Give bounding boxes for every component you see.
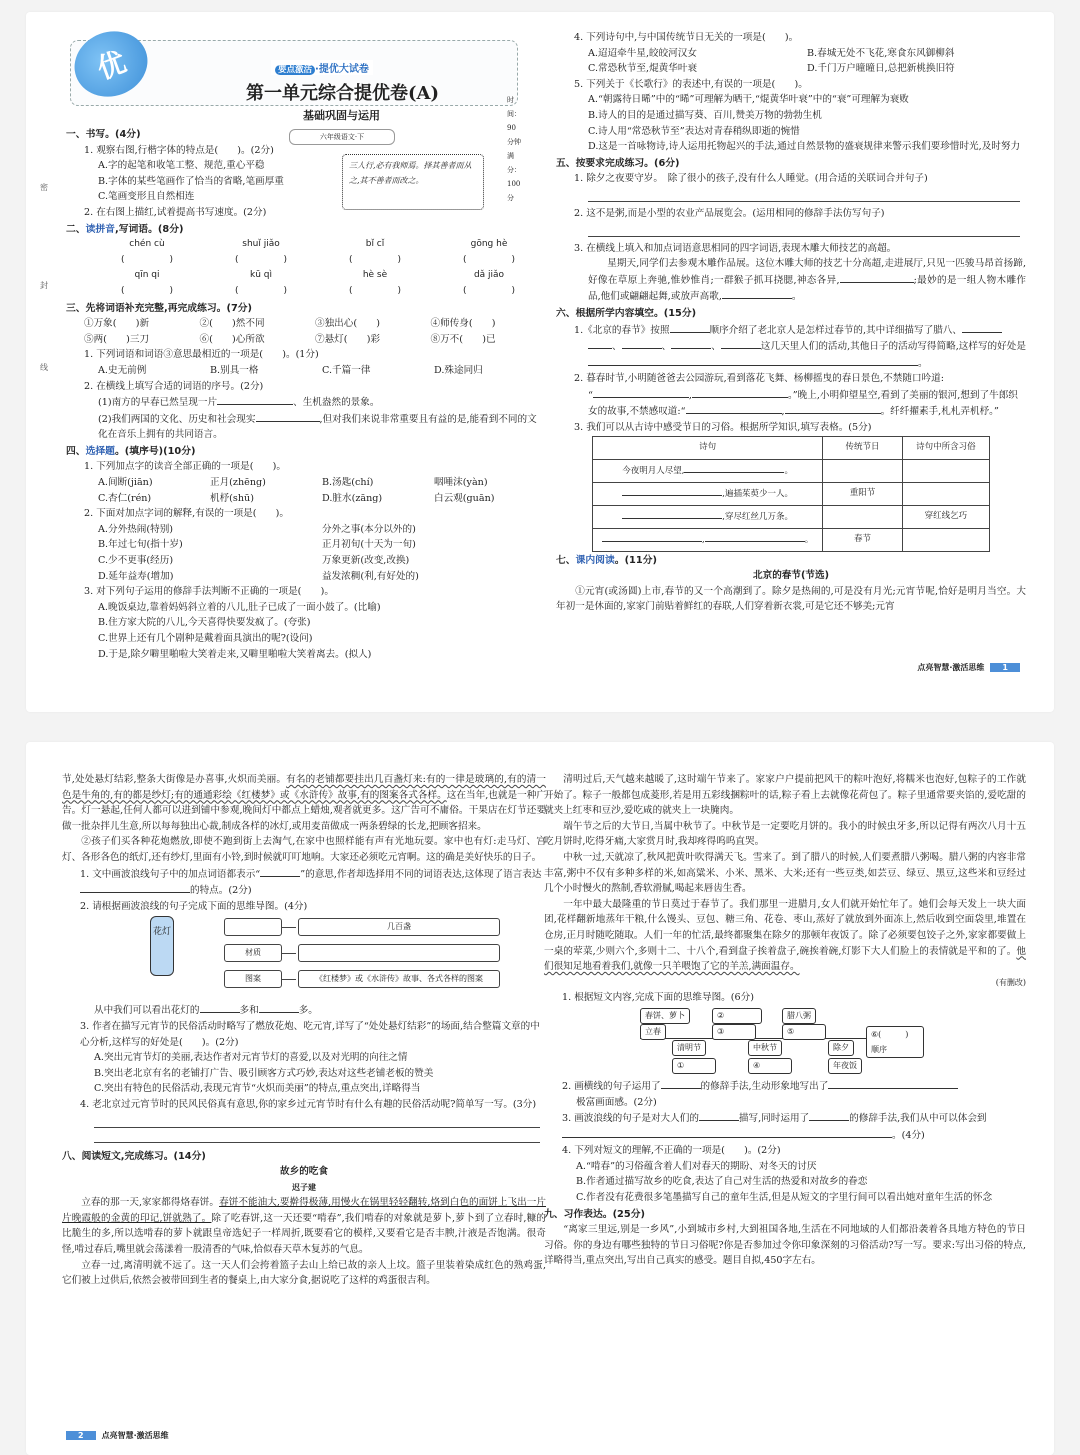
answer-box[interactable]: ( ) xyxy=(348,254,402,265)
section-5-title: 五、按要求完成练习。(6分) xyxy=(556,157,680,169)
calligraphy-sample: 三人行,必有我师焉。择其善者而从之,其不善者而改之。 xyxy=(342,154,484,210)
left-column: 一、书写。(4分) 1. 观察右图,行楷字体的特点是( )。(2分) A.字的起笔和收笔工整、规范,重心平稳 B.字体的某些笔画作了恰当的省略,笔画厚重 C.笔画变形且自然相连 2. 在右图上描红,试着提高书写速度。(2分) 二、读拼音,写词语。(8分) chén cù shuǐ jiǎo bǐ cǐ gōng hè ( ) ( ) ( ) ( ) qīn qi kū qì hè sè dǎ jiǎo ( ) ( ) ( ) ( ) 三、先将词语补充完整,再完成练习。(7分) ①万象( )新 ②( )然不同 ③独出心( ) ④师传身( ) ⑤两( )三刀 ⑥( )心所欲 ⑦悬灯( )彩 ⑧万不( )已 1. 下列词语和词语③意思最相近的一项是( )。(1分) A.史无前例 B.别具一格 C.千篇一律 D.殊途同归 2. 在横线上填写合适的词语的序号。(2分) (1)南方的早春已然呈现一片 、生机盎然的景象。 (2)我们两国的文化、历史和社会现实 ,但对我们来说非常重要且有益的是,能看到不同的文化在音乐上拥有的共同语言。 四、选择题。(填序号)(10分) 1. 下列加点字的读音全部正确的一项是( )。 A.间断(jiān) 正月(zhēng) B.汤匙(chí) 咽唾沫(yàn) C.杏仁(rén) 机杼(shū) D.脏水(zāng) 白云观(guān) 2. 下面对加点字词的解释,有误的一项是( )。 A.分外热闹(特别) 分外之事(本分以外的) B.年过七旬(指十岁) 正月初旬(十天为一旬) C.少不更事(经历) 万象更新(改变,改换) D.延年益寿(增加) 益发浓稠(利,有好处的) 3. 对下列句子运用的修辞手法判断不正确的一项是( )。 A.晚饭桌边,靠着妈妈斜立着的八儿,肚子已成了一面小鼓了。(比喻) B.住方家大院的八儿,今天喜得快要发疯了。(夸张) C.世界上还有几个剧种是戴着面具演出的呢?(设问) D.于是,除夕噼里啪啦大笑着走来,又噼里啪啦大笑着离去。(拟人) xyxy=(66,126,546,662)
answer-box[interactable]: ( ) xyxy=(234,285,288,296)
fill-blank[interactable] xyxy=(962,322,1002,333)
fill-blank[interactable] xyxy=(670,322,710,333)
festival-timeline-mindmap: 春饼、萝卜 ② 腊八粥 立春 ③ ⑤ ⑥( ) 顺序 清明节 中秋节 除夕 ① ④ 年夜饭 xyxy=(640,1006,930,1078)
fill-blank[interactable] xyxy=(722,288,792,299)
fill-blank[interactable] xyxy=(260,866,300,877)
answer-box[interactable]: ( ) xyxy=(234,254,288,265)
timeline-blank[interactable]: ② xyxy=(712,1008,762,1024)
section-7-title: 七、课内阅读。(11分) xyxy=(556,554,657,566)
page-title: 第一单元综合提优卷(A) xyxy=(246,83,439,104)
fill-blank[interactable] xyxy=(200,1002,240,1013)
exam-page-1 xyxy=(26,12,1054,712)
fill-blank[interactable] xyxy=(217,394,293,405)
series-label: 要点激活 ·提优大试卷 xyxy=(271,60,373,75)
page-number: 1 xyxy=(990,663,1020,672)
answer-line[interactable] xyxy=(94,1128,540,1143)
mindmap-label-box[interactable] xyxy=(224,918,282,936)
fill-blank[interactable] xyxy=(588,338,612,349)
section-2-title: 二、读拼音,写词语。(8分) xyxy=(66,223,184,235)
fill-blank[interactable] xyxy=(593,387,689,398)
writing-prompt: “离家三里远,别是一乡风”,小到城市乡村,大到祖国各地,生活在不同地域的人们都沿袭着各具地方特色的节日习俗。你的身边有哪些独特的节日习俗呢?你是否参加过令你印象深刻的习俗活动?写一写。要求:写出习俗的特点,详略得当,重点突出,写出自己真实的感受。题目自拟,450字左右。 xyxy=(544,1224,1026,1267)
fill-blank[interactable] xyxy=(259,1002,299,1013)
fill-blank[interactable] xyxy=(699,1110,739,1121)
page-footer: 2 点亮智慧·激活思维 xyxy=(66,1430,169,1441)
page-number: 2 xyxy=(66,1431,96,1440)
fill-blank[interactable] xyxy=(588,355,918,366)
fill-blank[interactable] xyxy=(686,403,782,414)
section-8-title: 八、阅读短文,完成练习。(14分) xyxy=(62,1150,206,1162)
grade-label: 六年级语文·下 xyxy=(289,129,395,145)
section-6-title: 六、根据所学内容填空。(15分) xyxy=(556,307,697,319)
fill-blank[interactable] xyxy=(661,1078,701,1089)
answer-box[interactable]: ( ) xyxy=(462,285,516,296)
right-column: 清明过后,天气越来越暖了,这时端午节来了。家家户户提前把风干的粽叶泡好,将糯米也泡好,包粽子的工作就开始了。粽子一般都包成菱形,若是用五彩线捆粽叶的话,粽子看上去就像花荷包了。粽子里通常要夹馅的,爱吃甜的就夹上红枣和豆沙,爱吃咸的就夹上一块腌肉。 端午节之后的大节日,当属中秋节了。中秋节是一定要吃月饼的。我小的时候虫牙多,所以记得有两次八月十五吃月饼时,吃得牙痛,大家赏月时,我却疼得呜呜直哭。 中秋一过,天就凉了,秋风把黄叶吹得满天飞。雪来了。到了腊八的时候,人们要煮腊八粥喝。腊八粥的内容非常丰富,粥中不仅有多种多样的米,如高粱米、小米、黑米、大米;还有一些豆类,如芸豆、绿豆、黑豆,这些米和豆经过几个小时慢火的熬制,香软滑腻,喝起来唇齿生香。 一年中最大最隆重的节日莫过于春节了。我们那里一进腊月,女人们就开始忙年了。她们会每天发上一块大面团,花样翻新地蒸年干粮,什么馒头、豆包、糖三角、花卷、枣山,蒸好了就放到外面冻上,然后收到空面袋里,堆置在仓房,正月时随吃随取。人们一年的忙活,最终都聚集在除夕的那顿年夜饭了。除了必须要包饺子之外,家家都要做上一桌的荤菜,少则六个,多则十二、十八个,看到盘子挨着盘子,碗挨着碗,灯影下大人们脸上的表情就是平和的了。他们很知足地看着我们,就像一只羊喂饱了它的羊羔,满面温存。 (有删改) 1. 根据短文内容,完成下面的思维导图。(6分) 春饼、萝卜 ② 腊八粥 立春 ③ ⑤ ⑥( ) 顺序 清明节 中秋节 除夕 ① ④ 年夜饭 2. 画横线的句子运用了 的修辞手法,生动形象地写出了 极富画面感。(2分) 3. 画波浪线的句子是对大人们的 描写,同时运用了 的修辞手法,我们从中可以体会到。(4分) 4. 下列对短文的理解,不正确的一项是( )。(2分) A.“啃春”的习俗蕴含着人们对春天的期盼、对冬天的讨厌 B.作者通过描写故乡的吃食,表达了自己对生活的热爱和对故乡的眷恋 C.作者没有花费很多笔墨描写自己的童年生活,但是从短文的字里行间可以看出她对童年生活的怀念 九、习作表达。(25分) “离家三里远,别是一乡风”,小到城市乡村,大到祖国各地,生活在不同地域的人们都沿袭着各具地方特色的节日习俗。你的身边有哪些独特的节日习俗呢?你是否参加过令你印象深刻的习俗活动?写一写。要求:写出习俗的特点,详略得当,重点突出,写出自己真实的感受。题目自拟,450字左右。 xyxy=(544,772,1026,1269)
fill-blank[interactable] xyxy=(671,338,711,349)
fill-blank[interactable] xyxy=(622,338,662,349)
answer-box[interactable]: ( ) xyxy=(120,254,174,265)
fill-blank[interactable] xyxy=(256,411,320,422)
pinyin-grid: chén cù shuǐ jiǎo bǐ cǐ gōng hè ( ) ( ) ( ) ( ) qīn qi kū qì hè sè dǎ jiǎo ( ) ( ) ( ) ( ) xyxy=(66,237,546,299)
fill-blank[interactable] xyxy=(80,882,190,893)
answer-box[interactable]: ( ) xyxy=(462,254,516,265)
section-9-title: 九、习作表达。(25分) xyxy=(544,1208,645,1220)
answer-line[interactable] xyxy=(588,187,1020,202)
section-1-title: 一、书写。(4分) xyxy=(66,129,141,140)
fill-blank[interactable] xyxy=(721,338,761,349)
lantern-mindmap: 花灯 材质 图案 几百盏 《红楼梦》或《水浒传》故事、各式各样的图案 xyxy=(90,914,546,1002)
timeline-blank[interactable]: ④ xyxy=(748,1058,792,1074)
mindmap-value-box[interactable] xyxy=(298,944,500,962)
page-subtitle: 基础巩固与运用 xyxy=(303,109,380,122)
fill-blank[interactable] xyxy=(692,387,788,398)
fill-blank[interactable] xyxy=(840,272,914,283)
answer-line[interactable] xyxy=(94,1113,540,1128)
answer-box[interactable]: ( ) xyxy=(348,285,402,296)
fill-blank[interactable] xyxy=(809,1110,849,1121)
binding-marks: 密 封 线 xyxy=(40,183,48,372)
exam-meta: 时间：90分钟 满分：100分 xyxy=(507,96,521,202)
timeline-blank[interactable]: ③ xyxy=(712,1024,756,1040)
answer-box[interactable]: ( ) xyxy=(120,285,174,296)
lantern-icon: 花灯 xyxy=(150,916,174,976)
fill-blank[interactable] xyxy=(562,1127,892,1138)
timeline-blank[interactable]: ⑤ xyxy=(782,1024,826,1040)
answer-line[interactable] xyxy=(588,222,1020,237)
excellent-badge-icon: 优 xyxy=(65,21,156,106)
timeline-blank[interactable]: ① xyxy=(672,1058,716,1074)
right-column: 4. 下列诗句中,与中国传统节日无关的一项是( )。 A.迢迢牵牛星,皎皎河汉女 B.春城无处不飞花,寒食东风御柳斜 C.常恐秋节至,焜黄华叶衰 D.千门万户曈曈日,总把新桃换旧符 5. 下列关于《长歌行》的表述中,有误的一项是( )。 A.“朝露待日晞”中的“晞”可理解为晒干,“焜黄华叶衰”中的“衰”可理解为衰败 B.诗人的目的是通过描写葵、百川,赞美万物的勃勃生机 C.诗人用“常恐秋节至”表达对青春稍纵即逝的惋惜 D.这是一首咏物诗,诗人运用托物起兴的手法,通过自然景物的盛衰规律来警示我们要珍惜时光,及时努力 五、按要求完成练习。(6分) 1. 除夕之夜要守岁。 除了很小的孩子,没有什么人睡觉。(用合适的关联词合并句子) 2. 这不是粥,而是小型的农业产品展览会。(运用相同的修辞手法仿写句子) 3. 在横线上填入和加点词语意思相同的四字词语,表现木雕大师技艺的高超。 星期天,同学们去参观木雕作品展。这位木雕大师的技艺十分高超,走进展厅,只见一匹骏马昂首扬蹄,好像在草原上奔驰,惟妙惟肖;一群猴子抓耳挠腮,神态各异, ;最妙的是一组人物木雕作品,他们或翩翩起舞,或放声高歌, 。 六、根据所学内容填空。(15分) 1.《北京的春节》按照 顺序介绍了老北京人是怎样过春节的,其中详细描写了腊八、 、 、 、 这几天里人们的活动,其他日子的活动写得简略,这样写的好处是。 2. 暮春时节,小明随爸爸去公园游玩,看到落花飞舞、杨柳摇曳的春日景色,不禁随口吟道: “ , 。”晚上,小明仰望星空,看到了美丽的银河,想到了牛郎织女的故事,不禁感叹道:“ , 。纤纤擢素手,札札弄机杼。” 3. 我们可以从古诗中感受节日的习俗。根据所学知识,填写表格。(5分) 诗句 传统节日 诗句中所含习俗 今夜明月人尽望, 。 ,遍插茱萸少一人。 重阳节 ,穿尽红丝几万条。 穿红线乞巧 , 。 春节 七、课内阅读。(11分) 北京的春节(节选) ①元宵(或汤圆)上市,春节的又一个高潮到了。除夕是热闹的,可是没有月光;元宵节呢,恰好是明月当空。大年初一是休面的,家家门前贴着鲜红的春联,人们穿着新衣裳,可是它还不够美;元宵 xyxy=(556,32,1027,613)
page-footer: 点亮智慧·激活思维 1 xyxy=(917,662,1020,673)
fill-blank[interactable] xyxy=(828,1078,958,1089)
section-4-title: 四、选择题。(填序号)(10分) xyxy=(66,445,196,457)
timeline-blank[interactable]: ⑥( ) 顺序 xyxy=(866,1026,924,1058)
fill-blank[interactable] xyxy=(785,403,881,414)
section-3-title: 三、先将词语补充完整,再完成练习。(7分) xyxy=(66,302,253,314)
festival-table: 诗句 传统节日 诗句中所含习俗 今夜明月人尽望, 。 ,遍插茱萸少一人。 重阳节 ,穿尽红丝几万条。 穿红线乞巧 , 。 春节 xyxy=(592,436,990,552)
exam-page-2 xyxy=(26,742,1054,1455)
left-column: 节,处处悬灯结彩,整条大街像是办喜事,火炽而美丽。有名的老铺都要挂出几百盏灯来:有的一律是玻璃的,有的清一色是牛角的,有的都是纱灯;有的通通彩绘《红楼梦》或《水浒传》故事,有的图案各式各样。这在当年,也就是一种广告。灯一悬起,任何人都可以进到铺中参观,晚间灯中都点上蜡烛,观者就更多。这广告可不庸俗。干果店在灯节还要做一批杂拌儿生意,所以每每独出心裁,制成各样的冰灯,或用麦苗做成一两条碧绿的长龙,把顾客招来。 ②孩子们买各种花炮燃放,即使不跑到街上去淘气,在家中也照样能有声有光地玩耍。家中也有灯:走马灯、宫灯、各形各色的纸灯,还有纱灯,里面有小铃,到时候就叮叮地响。大家还必须吃元宵啊。这的确是美好快乐的日子。 1. 文中画波浪线句子中的加点词语都表示“ ”的意思,作者却选择用不同的词语表达,这体现了语言表达的特点。(2分) 2. 请根据画波浪线的句子完成下面的思维导图。(4分) 花灯 材质 图案 几百盏 《红楼梦》或《水浒传》故事、各式各样的图案 从中我们可以看出花灯的 多和 多。 3. 作者在描写元宵节的民俗活动时略写了燃放花炮、吃元宵,详写了“处处悬灯结彩”的场面,结合整篇文章的中心分析,这样写的好处是( )。(2分) A.突出元宵节灯的美丽,表达作者对元宵节灯的喜爱,以及对光明的向往之情 B.突出老北京有名的老铺打广告、吸引顾客方式巧妙,表达对这些老铺老板的赞美 C.突出有特色的民俗活动,表现元宵节“火炽而美丽”的特点,重点突出,详略得当 4. 老北京过元宵节时的民风民俗真有意思,你的家乡过元宵节时有什么有趣的民俗活动呢?简单写一写。(3分) 八、阅读短文,完成练习。(14分) 故乡的吃食 迟子建 立春的那一天,家家都得烙春饼。春饼不能油大,要擀得极薄,用慢火在锅里轻轻翻转,烙到白色的面饼上飞出一片片晚霞般的金黄的印记,饼就熟了。除了吃春饼,这一天还要“啃春”,我们啃春的对象就是萝卜,萝卜到了立春时,糠的比脆生的多,所以选啃春的萝卜就跟皇帝选妃子一样周折,既要看它的模样,又要看它是否丰腴,汁液是否饱满。很奇怪,啃过春后,嘴里就会荡漾着一股清香的气味,恰似春天草木复苏的气息。 立春一过,离清明就不远了。这一天人们会挎着篮子去山上给已故的亲人上坟。篮子里装着染成红色的熟鸡蛋,它们被上过供后,依然会被带回到生者的餐桌上,由大家分食,据说吃了这样的鸡蛋很吉利。 xyxy=(62,774,546,1287)
